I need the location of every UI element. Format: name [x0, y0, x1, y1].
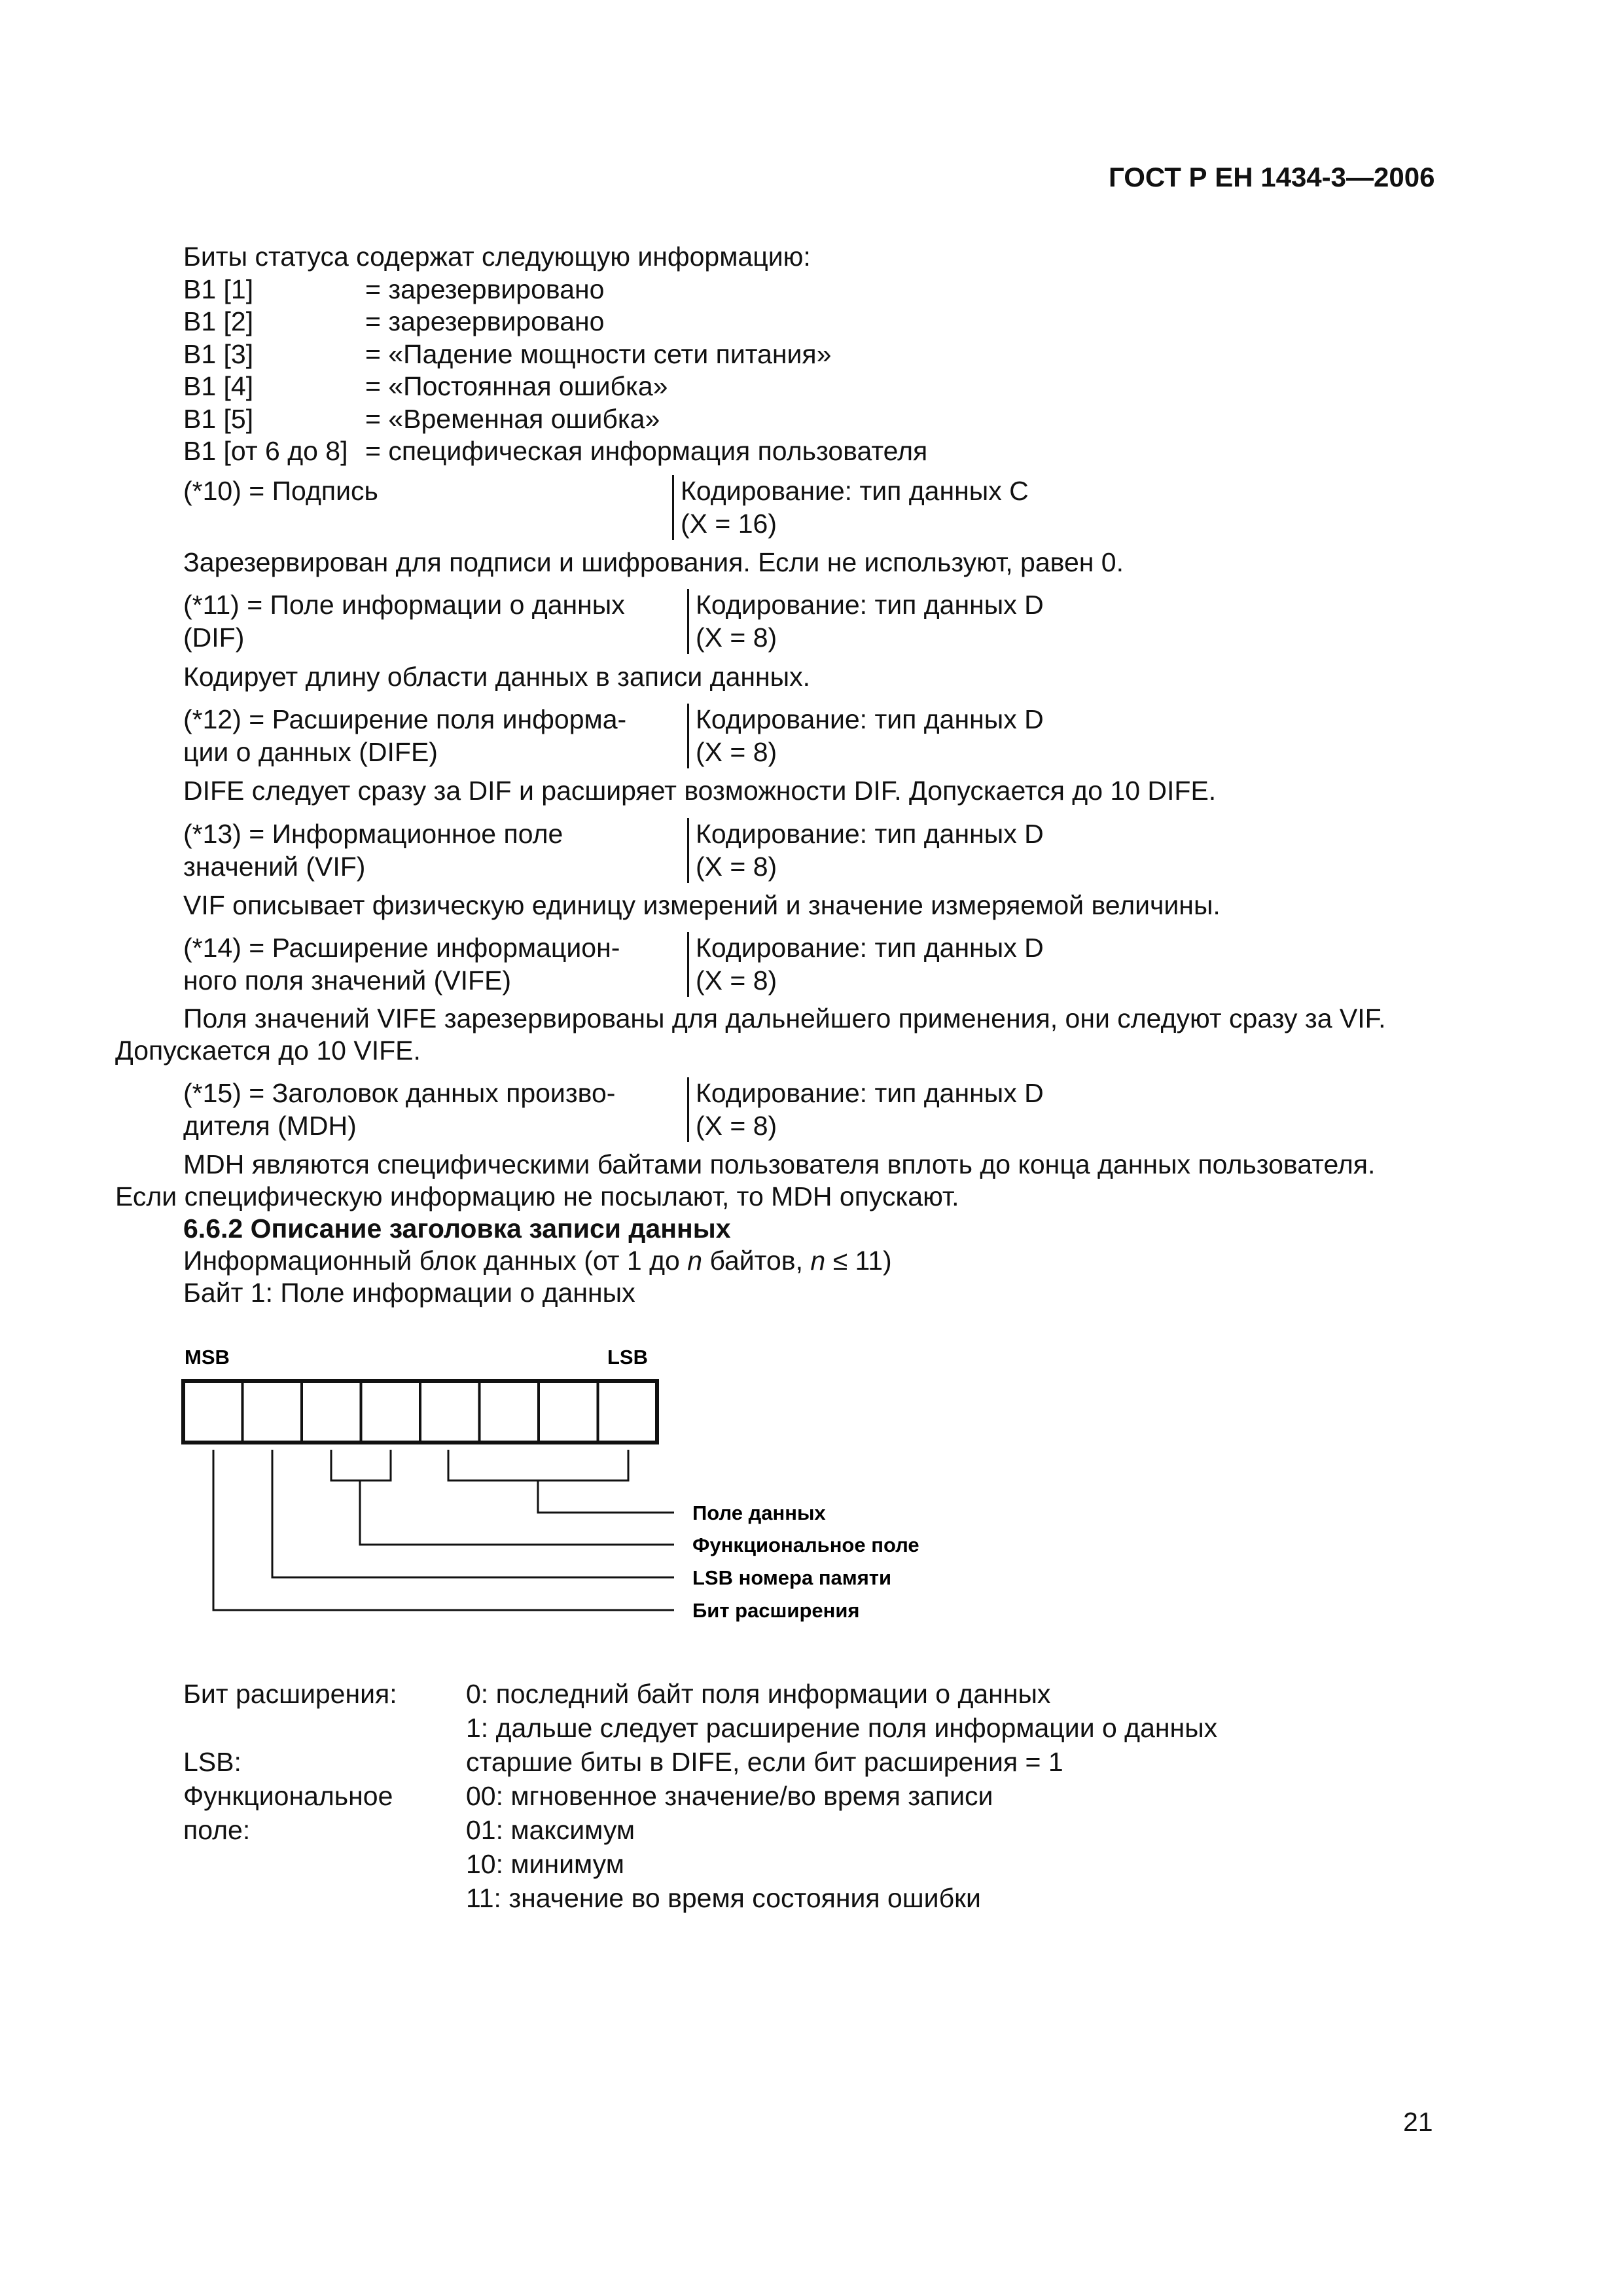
legend-row — [183, 1712, 1217, 1746]
lsb-label: LSB — [607, 1346, 648, 1369]
field-name-line2: ции о данных (DIFE) — [183, 736, 438, 767]
field-name — [183, 475, 668, 508]
variable-n: n — [810, 1246, 826, 1276]
legend-text: 1: дальше следует расширение поля информации о данных — [466, 1713, 1218, 1743]
legend-term — [183, 1882, 466, 1916]
field-name-line1: (*12) = Расширение поля информа- — [183, 704, 627, 734]
lsb-storage-label: LSB номера памяти — [692, 1566, 892, 1589]
field-coding-type: Кодирование: тип данных D — [696, 590, 1044, 620]
legend-term: Бит расширения: — [183, 1679, 397, 1709]
legend-text: 01: максимум — [466, 1815, 635, 1845]
field-name-line2: (DIF) — [183, 622, 245, 653]
legend-text: 00: мгновенное значение/во время записи — [466, 1781, 993, 1811]
status-bit-meaning: = «Падение мощности сети питания» — [365, 338, 832, 369]
variable-n: n — [687, 1246, 703, 1276]
field-name-line1: (*10) = Подпись — [183, 476, 378, 506]
function-field-label: Функциональное поле — [692, 1534, 919, 1556]
legend-row — [183, 1882, 1217, 1916]
status-bit-name: B1 [4] — [183, 371, 254, 401]
status-bit-row — [183, 274, 927, 306]
field-name-line1: (*13) = Информационное поле — [183, 819, 563, 849]
field-coding-size: (X = 8) — [696, 736, 777, 767]
bit-leader-lines — [213, 1450, 674, 1610]
bit-dividers — [243, 1381, 598, 1443]
field-coding-type: Кодирование: тип данных C — [681, 476, 1029, 506]
status-bit-meaning: = «Временная ошибка» — [365, 403, 660, 434]
legend-term: LSB: — [183, 1747, 241, 1777]
legend-term: поле: — [183, 1815, 251, 1845]
status-bit-row — [183, 435, 927, 468]
field-name — [183, 704, 668, 768]
field-note-continuation: Допускается до 10 VIFE. — [115, 1035, 421, 1066]
extension-bit-label: Бит расширения — [692, 1599, 860, 1622]
legend-term: Функциональное — [183, 1781, 393, 1811]
legend-text: старшие биты в DIFE, если бит расширения = 1 — [466, 1747, 1063, 1777]
field-note: Кодирует длину области данных в записи данных. — [183, 662, 811, 692]
document-header: ГОСТ Р ЕН 1434-3—2006 — [1109, 162, 1435, 192]
field-12 — [183, 704, 1492, 768]
function-field-bracket — [331, 1450, 391, 1480]
page-number: 21 — [1403, 2107, 1433, 2137]
legend-row — [183, 1814, 1217, 1848]
field-coding — [687, 932, 1044, 997]
status-bit-name: B1 [от 6 до 8] — [183, 436, 348, 466]
field-name-line2: дителя (MDH) — [183, 1110, 357, 1141]
status-bit-name: B1 [3] — [183, 338, 254, 369]
status-bit-row — [183, 403, 927, 436]
status-bit-meaning: = специфическая информация пользователя — [365, 436, 928, 466]
field-10 — [183, 475, 1492, 540]
field-name — [183, 1077, 668, 1142]
field-11 — [183, 589, 1492, 654]
field-coding — [687, 1077, 1044, 1142]
info-block-line — [183, 1245, 892, 1278]
info-block-text: Информационный блок данных (от 1 до — [183, 1246, 688, 1276]
legend-term — [183, 1712, 466, 1746]
field-coding-size: (X = 8) — [696, 965, 777, 996]
field-coding-type: Кодирование: тип данных D — [696, 819, 1044, 849]
field-coding — [687, 818, 1044, 883]
extension-bit-leader — [213, 1450, 674, 1610]
status-bit-name: B1 [2] — [183, 306, 254, 336]
legend-row — [183, 1678, 1217, 1712]
status-bit-meaning: = «Постоянная ошибка» — [365, 371, 668, 401]
field-name-line1: (*15) = Заголовок данных произво- — [183, 1078, 616, 1108]
status-bits-block — [183, 241, 927, 468]
field-note: VIF описывает физическую единицу измерений и значение измеряемой величины. — [183, 890, 1221, 920]
status-bit-name: B1 [5] — [183, 403, 254, 434]
field-name-line2: ного поля значений (VIFE) — [183, 965, 512, 996]
field-name — [183, 932, 668, 997]
status-bit-row — [183, 338, 927, 371]
data-field-leader — [538, 1480, 674, 1513]
status-bit-row — [183, 306, 927, 338]
field-coding-type: Кодирование: тип данных D — [696, 1078, 1044, 1108]
legend-term — [183, 1848, 466, 1882]
legend-row — [183, 1746, 1217, 1780]
info-block-text: байтов, — [702, 1246, 811, 1276]
field-note: MDH являются специфическими байтами пользователя вплоть до конца данных пользователя. — [183, 1149, 1376, 1179]
field-coding-type: Кодирование: тип данных D — [696, 704, 1044, 734]
status-bits-intro: Биты статуса содержат следующую информацию: — [183, 242, 811, 272]
legend-row — [183, 1780, 1217, 1814]
data-field-bracket — [448, 1450, 628, 1480]
field-note: Зарезервирован для подписи и шифрования. Если не используют, равен 0. — [183, 547, 1124, 577]
field-coding-size: (X = 8) — [696, 622, 777, 653]
field-name-line1: (*11) = Поле информации о данных — [183, 590, 625, 620]
field-coding-type: Кодирование: тип данных D — [696, 933, 1044, 963]
legend-text: 10: минимум — [466, 1849, 624, 1879]
field-coding-size: (X = 8) — [696, 851, 777, 882]
dif-bit-diagram — [170, 1335, 1021, 1643]
dif-legend — [183, 1678, 1217, 1916]
field-name — [183, 818, 668, 883]
field-name — [183, 589, 668, 654]
field-note: DIFE следует сразу за DIF и расширяет возможности DIF. Допускается до 10 DIFE. — [183, 776, 1217, 806]
legend-row — [183, 1848, 1217, 1882]
field-note-continuation: Если специфическую информацию не посылают, то MDH опускают. — [115, 1181, 959, 1211]
field-name-line1: (*14) = Расширение информацион- — [183, 933, 620, 963]
status-bit-meaning: = зарезервировано — [365, 274, 605, 304]
field-coding — [672, 475, 1029, 540]
field-coding-size: (X = 16) — [681, 508, 777, 539]
field-name-line2: значений (VIF) — [183, 851, 366, 882]
field-coding — [687, 589, 1044, 654]
field-13 — [183, 818, 1492, 883]
msb-label: MSB — [185, 1346, 230, 1369]
legend-text: 11: значение во время состояния ошибки — [466, 1883, 981, 1913]
legend-text: 0: последний байт поля информации о данных — [466, 1679, 1051, 1709]
field-note: Поля значений VIFE зарезервированы для дальнейшего применения, они следуют сразу за VIF. — [183, 1003, 1386, 1033]
field-15 — [183, 1077, 1492, 1142]
status-bit-row — [183, 370, 927, 403]
byte-1-label: Байт 1: Поле информации о данных — [183, 1278, 635, 1308]
field-coding — [687, 704, 1044, 768]
status-bit-name: B1 [1] — [183, 274, 254, 304]
field-14 — [183, 932, 1492, 997]
data-field-label: Поле данных — [692, 1501, 826, 1524]
field-coding-size: (X = 8) — [696, 1110, 777, 1141]
subsection-title: 6.6.2 Описание заголовка записи данных — [183, 1213, 731, 1244]
status-bit-meaning: = зарезервировано — [365, 306, 605, 336]
info-block-text: ≤ 11) — [825, 1246, 892, 1276]
